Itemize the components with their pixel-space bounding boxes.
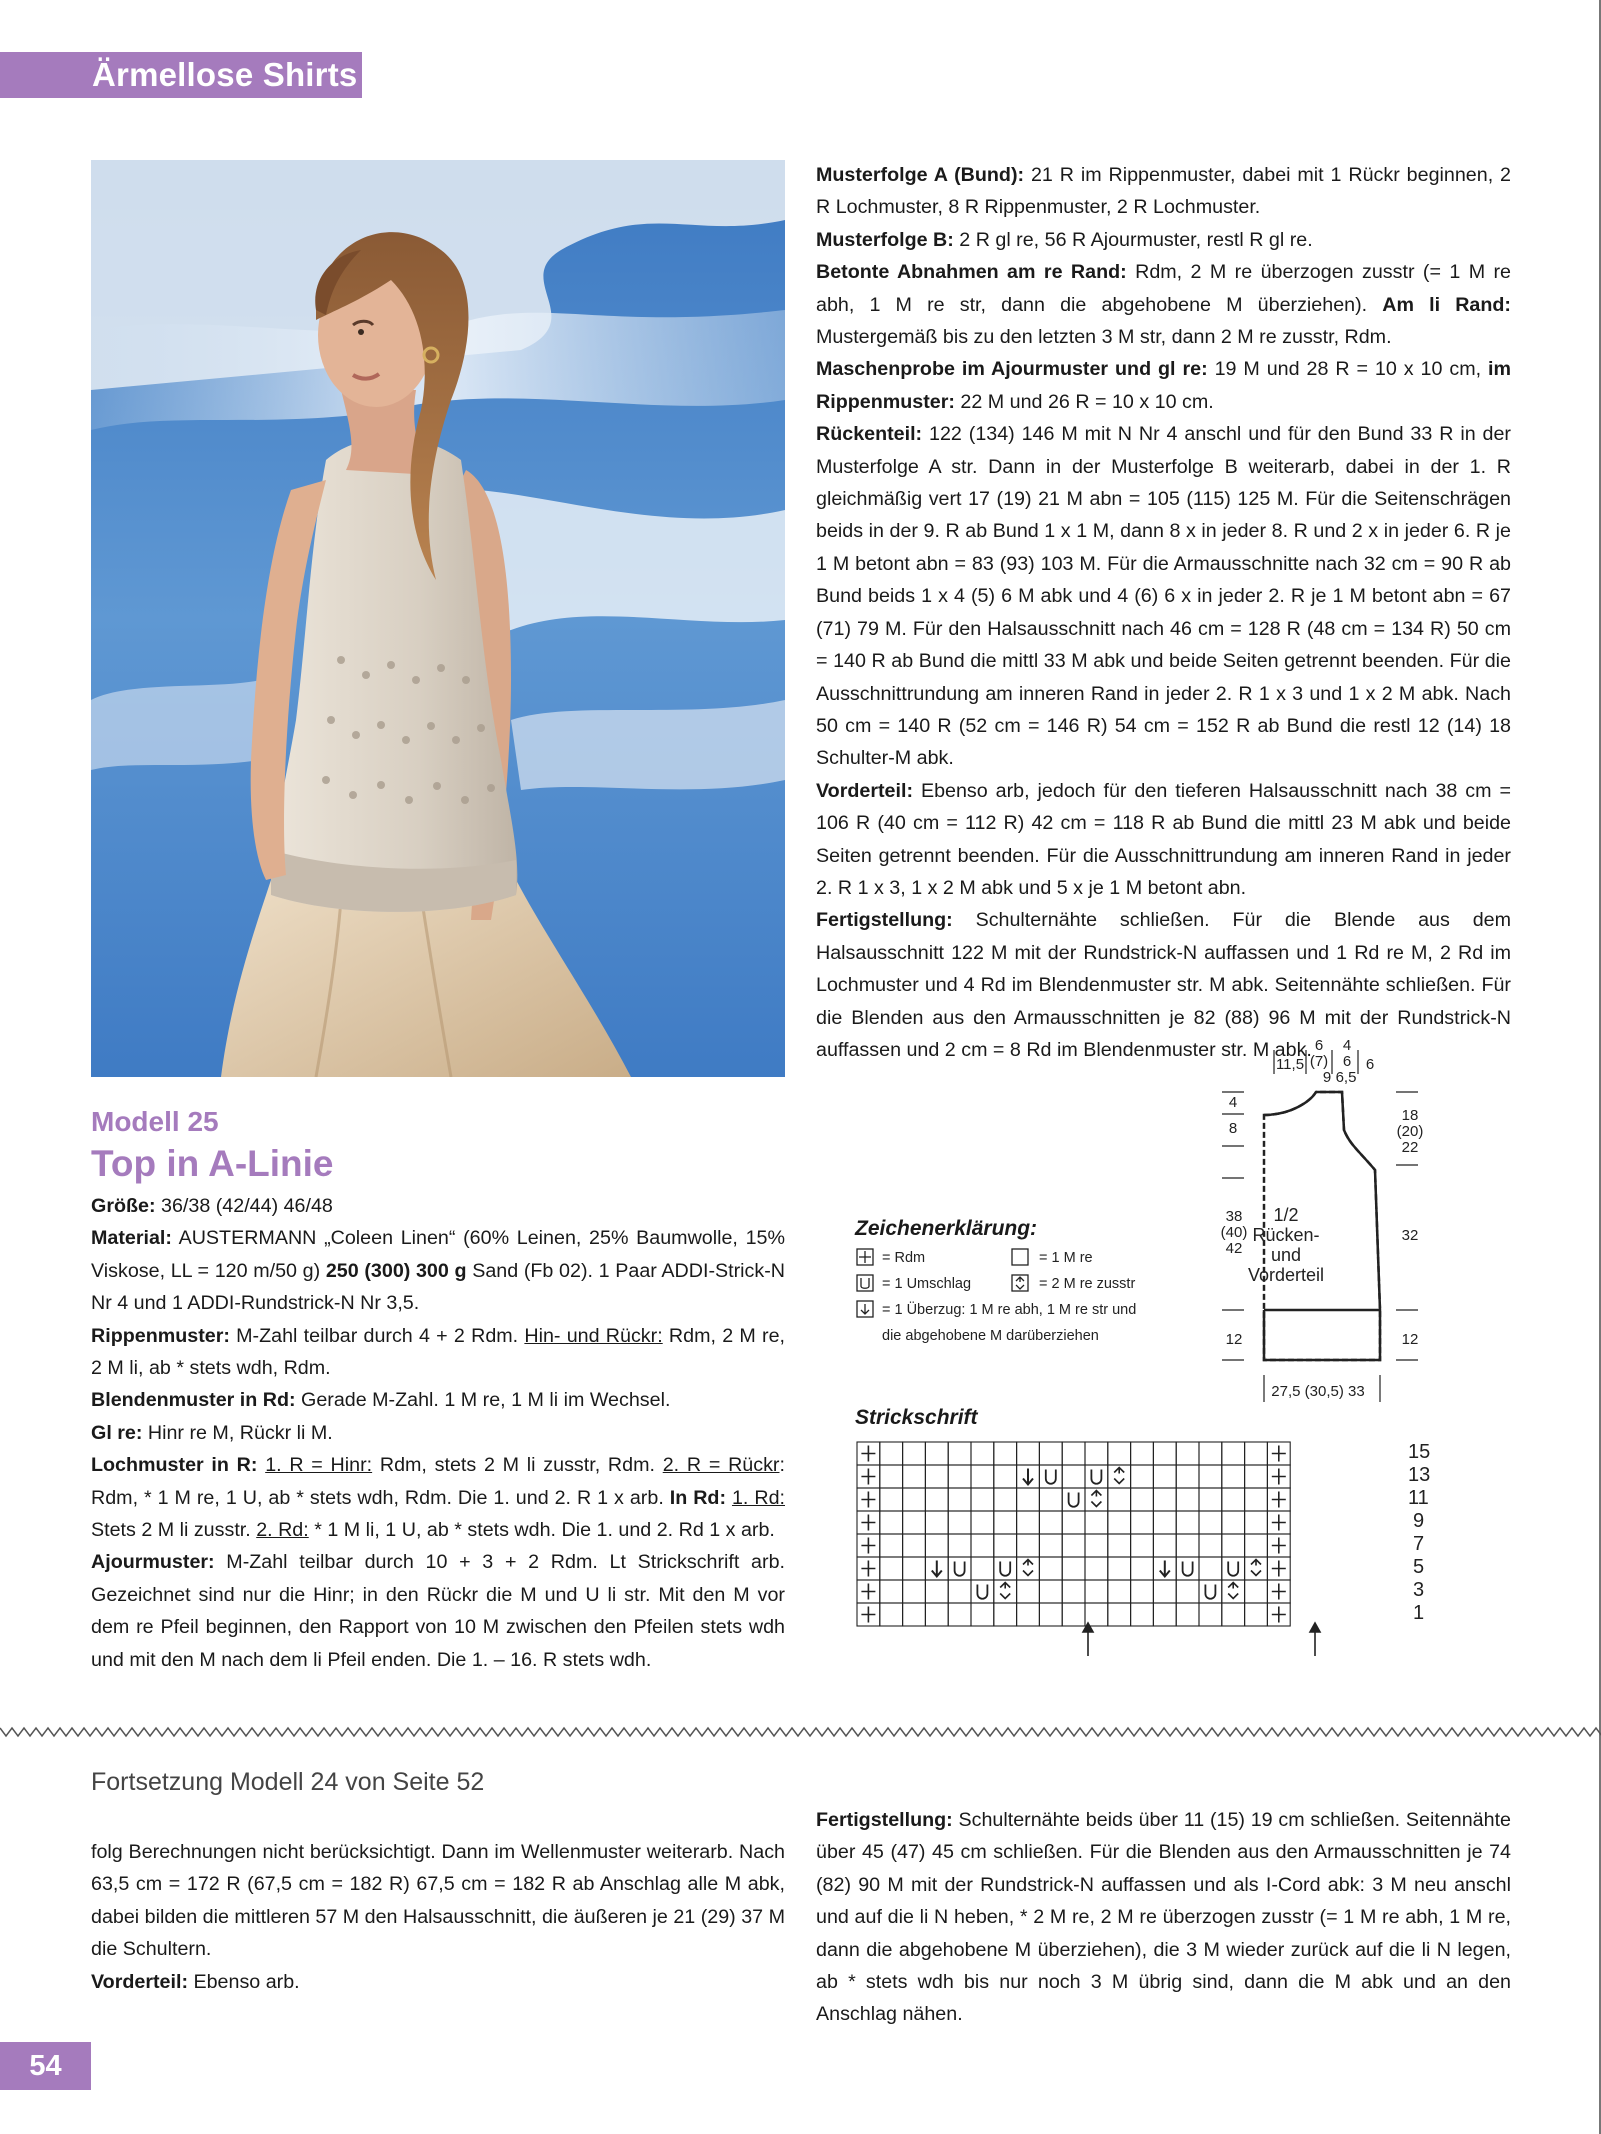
chart-cell — [1199, 1442, 1222, 1465]
chart-cell — [1108, 1488, 1131, 1511]
dim-neck-c1: 4 — [1342, 1037, 1352, 1054]
repeat-arrow-left-head — [1310, 1623, 1320, 1632]
row-5: 5 — [1413, 1556, 1425, 1578]
maschenprobe-text: 19 M und 28 R = 10 x 10 cm, — [1207, 358, 1489, 381]
chart-cell — [1131, 1442, 1154, 1465]
chart-cell — [1062, 1557, 1085, 1580]
model-photo — [91, 160, 785, 1077]
symbol-rdm — [861, 1538, 875, 1554]
dim-neck-depth2: 8 — [1228, 1120, 1238, 1137]
betonte-abnahmen — [816, 256, 1511, 353]
schematic-label3: und — [1270, 1245, 1302, 1265]
ajourmuster-text: M-Zahl teilbar durch 10 + 3 + 2 Rdm. Lt Strickschrift arb. Gezeichnet sind nur die Hinr; in den Rückr die M und U li str. Mit den M vor dem re Pfeil beginnen, den Rapport von 10 M zwischen den Pfeilen stets wdh und mit den M nach dem li Pfeil enden. Die 1. – 16. R stets wdh. — [91, 1551, 785, 1671]
chart-cell — [1062, 1603, 1085, 1626]
model-number: Modell 25 — [91, 1106, 219, 1137]
rueckenteil-label: Rückenteil: — [816, 423, 923, 446]
chart-cell — [1108, 1603, 1131, 1626]
material-label: Material: — [91, 1227, 172, 1250]
symbol-ueberzug — [932, 1561, 942, 1577]
chart-cell — [925, 1442, 948, 1465]
chart-cell — [1176, 1488, 1199, 1511]
row-15: 15 — [1408, 1441, 1431, 1463]
chart-cell — [948, 1442, 971, 1465]
dim-body1: 38 — [1225, 1208, 1243, 1225]
chart-cell — [1108, 1442, 1131, 1465]
knitting-chart — [855, 1440, 1495, 1660]
chart-cell — [1245, 1603, 1268, 1626]
symbol-rdm — [1272, 1561, 1286, 1577]
musterfolge-a — [816, 159, 1511, 224]
chart-cell — [1153, 1603, 1176, 1626]
chart-cell — [903, 1511, 926, 1534]
legend-rdm: = Rdm — [882, 1250, 926, 1266]
schematic-label4: Vorderteil — [1247, 1265, 1325, 1285]
ajourmuster — [91, 1546, 785, 1676]
blendenmuster-label: Blendenmuster in Rd: — [91, 1389, 296, 1412]
continuation-text: folg Berechnungen nicht berücksichtigt. Dann im Wellenmuster weiterarb. Nach 63,5 cm = 172 R (67,5 cm = 182 R) 67,5 cm = 182 R ab Anschlag alle M abk, dabei bilden die mittleren 57 M den Halsausschnitt, die äußeren je 21 (29) 37 M die Schultern. — [91, 1841, 785, 1961]
groesse — [91, 1190, 785, 1222]
chart-cell — [880, 1442, 903, 1465]
symbol-rdm — [1272, 1607, 1286, 1623]
dim-neck-c3: 6,5 — [1335, 1069, 1357, 1086]
chart-cell — [948, 1465, 971, 1488]
chart-cell — [1131, 1511, 1154, 1534]
chart-cell — [971, 1603, 994, 1626]
continuation-fertigstellung-label: Fertigstellung: — [816, 1809, 953, 1831]
chart-cell — [1039, 1534, 1062, 1557]
page-number: 54 — [0, 2042, 91, 2090]
chart-cell — [1199, 1557, 1222, 1580]
chart-cell — [903, 1603, 926, 1626]
chart-cell — [1039, 1488, 1062, 1511]
chart-cell — [1176, 1580, 1199, 1603]
chart-cell — [1017, 1580, 1040, 1603]
row-11: 11 — [1408, 1487, 1429, 1509]
chart-cell — [1176, 1465, 1199, 1488]
chart-cell — [1222, 1442, 1245, 1465]
lochmuster-t1: Rdm, stets 2 M li zusstr, Rdm. — [372, 1454, 663, 1477]
chart-cell — [903, 1465, 926, 1488]
lochmuster-u1: 1. R = Hinr: — [265, 1454, 373, 1477]
chart-cell — [1062, 1580, 1085, 1603]
section-title: Ärmellose Shirts — [0, 52, 362, 98]
chart-cell — [1245, 1580, 1268, 1603]
chart-cell — [880, 1580, 903, 1603]
lochmuster-t2: : Rdm, * 1 M re, 1 U, ab * stets wdh, Rdm. Die 1. und 2. R 1 x arb. — [91, 1454, 785, 1509]
continuation-fertigstellung — [816, 1804, 1511, 2031]
chart-cell — [1017, 1442, 1040, 1465]
chart-cell — [994, 1511, 1017, 1534]
lochmuster-u4: 2. Rd: — [256, 1519, 309, 1542]
chart-cell — [1245, 1442, 1268, 1465]
symbol-rdm — [1272, 1584, 1286, 1600]
chart-cell — [1199, 1534, 1222, 1557]
chart-cell — [1017, 1603, 1040, 1626]
betonte-label2: Am li Rand: — [1382, 293, 1511, 316]
chart-cell — [948, 1511, 971, 1534]
continuation-left — [91, 1836, 785, 1998]
symbol-rdm — [861, 1561, 875, 1577]
symbol-rdm — [1272, 1538, 1286, 1554]
chart-title: Strickschrift — [855, 1406, 978, 1429]
chart-cell — [1153, 1465, 1176, 1488]
symbol-rdm — [1272, 1492, 1286, 1508]
groesse-label: Größe: — [91, 1195, 156, 1217]
chart-cell — [1176, 1603, 1199, 1626]
instructions-column — [816, 159, 1511, 1066]
symbol-umschlag — [1183, 1562, 1193, 1576]
groesse-text: 36/38 (42/44) 46/48 — [155, 1195, 333, 1217]
chart-cell — [994, 1488, 1017, 1511]
chart-cell — [1131, 1603, 1154, 1626]
chart-cell — [903, 1488, 926, 1511]
dim-neck-depth1: 4 — [1228, 1094, 1238, 1111]
symbol-rdm — [861, 1469, 875, 1485]
legend-ueberzug-2: die abgehobene M darüberziehen — [882, 1328, 1099, 1344]
schematic-diagram — [1210, 1030, 1430, 1410]
vorderteil — [816, 775, 1511, 905]
fertigstellung-label: Fertigstellung: — [816, 909, 953, 932]
chart-cell — [971, 1488, 994, 1511]
chart-cell — [1176, 1511, 1199, 1534]
legend-umschlag: = 1 Umschlag — [882, 1276, 972, 1292]
chart-cell — [994, 1603, 1017, 1626]
blendenmuster-text: Gerade M-Zahl. 1 M re, 1 M li im Wechsel. — [295, 1389, 671, 1412]
chart-cell — [1062, 1465, 1085, 1488]
dim-bottom-width: 27,5 (30,5) 33 — [1271, 1383, 1365, 1400]
symbol-umschlag — [977, 1585, 987, 1599]
chart-cell — [1222, 1465, 1245, 1488]
legend-zusstr: = 2 M re zusstr — [1039, 1276, 1136, 1292]
chart-cell — [1176, 1442, 1199, 1465]
material — [91, 1222, 785, 1319]
chart-cell — [925, 1465, 948, 1488]
chart-cell — [1085, 1442, 1108, 1465]
dim-body3: 42 — [1225, 1240, 1243, 1257]
chart-cell — [971, 1442, 994, 1465]
blendenmuster — [91, 1384, 785, 1416]
chart-cell — [925, 1534, 948, 1557]
musterfolge-b-text: 2 R gl re, 56 R Ajourmuster, restl R gl re. — [953, 228, 1313, 251]
symbol-zusstr — [1091, 1491, 1101, 1507]
chart-cell — [1222, 1603, 1245, 1626]
chart-cell — [971, 1557, 994, 1580]
chart-cell — [1039, 1603, 1062, 1626]
chart-cell — [1108, 1534, 1131, 1557]
maschenprobe — [816, 353, 1511, 418]
row-13: 13 — [1408, 1464, 1431, 1486]
lochmuster-u2: 2. R = Rückr — [662, 1454, 780, 1477]
symbol-umschlag — [1228, 1562, 1238, 1576]
chart-cell — [1153, 1442, 1176, 1465]
lochmuster-u3: 1. Rd: — [731, 1486, 785, 1509]
chart-cell — [1085, 1511, 1108, 1534]
maschenprobe-text2: 22 M und 26 R = 10 x 10 cm. — [954, 390, 1214, 413]
chart-cell — [1245, 1534, 1268, 1557]
betonte-label: Betonte Abnahmen am re Rand: — [816, 261, 1127, 284]
lochmuster-label: Lochmuster in R: — [91, 1454, 258, 1477]
fertigstellung-text: Schulternähte schließen. Für die Blende aus dem Halsausschnitt 122 M mit der Rundstrick-N auffassen und 1 Rd re M, 2 Rd im Lochmuster und 4 Rd im Blendenmuster str. M abk. Seitennähte schließen. Für die Blenden aus den Armausschnitten je 82 (88) 96 M mit der Rundstrick-N auffassen und 2 cm = 8 Rd im Blendenmuster str. M abk. — [816, 909, 1511, 1061]
symbol-zusstr — [1251, 1560, 1261, 1576]
symbol-rdm — [861, 1492, 875, 1508]
material-text: AUSTERMANN „Coleen Linen“ (60% Leinen, 25% Baumwolle, 15% Viskose, LL = 120 m/50 g) — [91, 1227, 785, 1282]
chart-cell — [1222, 1488, 1245, 1511]
musterfolge-a-label: Musterfolge A (Bund): — [816, 164, 1025, 186]
row-3: 3 — [1413, 1579, 1425, 1601]
chart-cell — [1222, 1511, 1245, 1534]
chart-cell — [1039, 1442, 1062, 1465]
symbol-rdm — [861, 1446, 875, 1462]
chart-cell — [1131, 1534, 1154, 1557]
symbol-zusstr — [1000, 1583, 1010, 1599]
legend — [855, 1217, 1185, 1362]
chart-cell — [1176, 1534, 1199, 1557]
lochmuster — [91, 1449, 785, 1546]
material-text2: Sand (Fb 02). 1 Paar ADDI-Strick-N Nr 4 und 1 ADDI-Rundstrick-N Nr 3,5. — [91, 1259, 785, 1315]
dim-armhole2: (20) — [1396, 1123, 1424, 1140]
chart-cell — [880, 1511, 903, 1534]
chart-cell — [1199, 1603, 1222, 1626]
legend-re: = 1 M re — [1039, 1250, 1093, 1266]
chart-cell — [903, 1442, 926, 1465]
chart-cell — [880, 1534, 903, 1557]
symbol-umschlag — [1205, 1585, 1215, 1599]
continuation-vorderteil-text: Ebenso arb. — [188, 1970, 300, 1993]
rueckenteil-text: 122 (134) 146 M mit N Nr 4 anschl und für den Bund 33 R in der Musterfolge A str. Dann in der Musterfolge B weiterarb, dabei in der 1. R gleichmäßig vert 17 (19) 21 M abn = 105 (115) 125 M. Für die Seitenschrägen beids in der 9. R ab Bund 1 x 1 M, dann 8 x in jeder 8. R und 2 x in jeder 6. R je 1 M betont abn = 83 (93) 103 M. Für die Armausschnitte nach 32 cm = 90 R ab Bund beids 1 x 4 (5) 6 M abk und 4 (6) 6 x in jeder 2. R je 1 M betont abn = 67 (71) 79 M. Für den Halsausschnitt nach 46 cm = 128 R (48 cm = 134 R) 50 cm = 140 R ab Bund die mittl 33 M abk und beide Seiten getrennt beenden. Für die Ausschnittrundung am inneren Rand in jeder 2. R 1 x 3 und 1 x 2 M abk. Nach 50 cm = 140 R (52 cm = 146 R) 54 cm = 152 R ab Bund die restl 12 (14) 18 Schulter-M abk. — [816, 423, 1511, 770]
betonte-text2: Mustergemäß bis zu den letzten 3 M str, dann 2 M re zusstr, Rdm. — [816, 326, 1392, 349]
chart-cell — [1062, 1511, 1085, 1534]
chart-cell — [1085, 1580, 1108, 1603]
chart-cell — [880, 1603, 903, 1626]
chart-cell — [994, 1465, 1017, 1488]
glre-label: Gl re: — [91, 1421, 143, 1444]
schematic-label2: Rücken- — [1252, 1225, 1320, 1245]
chart-cell — [1199, 1488, 1222, 1511]
symbol-ueberzug — [1023, 1469, 1033, 1485]
betonte-text: Rdm, 2 M re überzogen zusstr (= 1 M re abh, 1 M re str, dann die abgehobene M überziehen). — [816, 261, 1511, 316]
chart-cell — [925, 1580, 948, 1603]
chart-cell — [971, 1511, 994, 1534]
rippenmuster-underlined: Hin- und Rückr: — [524, 1324, 663, 1347]
continuation-vorderteil — [91, 1966, 785, 1998]
chart-cell — [925, 1603, 948, 1626]
model-title: Top in A-Linie — [91, 1143, 334, 1184]
chart-cell — [903, 1580, 926, 1603]
legend-symbols — [855, 1247, 1185, 1357]
chart-cell — [1153, 1511, 1176, 1534]
chart-cell — [880, 1465, 903, 1488]
rueckenteil — [816, 418, 1511, 774]
dim-shoulder-a: 11,5 — [1275, 1056, 1305, 1073]
symbol-zusstr — [1114, 1468, 1124, 1484]
ajourmuster-label: Ajourmuster: — [91, 1551, 215, 1574]
chart-cell — [971, 1534, 994, 1557]
symbol-umschlag — [1069, 1493, 1079, 1507]
chart-cell — [948, 1580, 971, 1603]
continuation-vorderteil-label: Vorderteil: — [91, 1970, 188, 1993]
dim-neck-b3: 9 — [1322, 1069, 1332, 1086]
chart-cell — [1131, 1557, 1154, 1580]
lochmuster-t4: * 1 M li, 1 U, ab * stets wdh. Die 1. und 2. Rd 1 x arb. — [308, 1519, 775, 1542]
chart-cell — [1039, 1557, 1062, 1580]
symbol-rdm — [861, 1584, 875, 1600]
maschenprobe-label: Maschenprobe im Ajourmuster und gl re: — [816, 358, 1208, 381]
chart-cell — [1131, 1465, 1154, 1488]
continuation-fertigstellung-text: Schulternähte beids über 11 (15) 19 cm schließen. Seitennähte über 45 (47) 45 cm schließen. Für die Blenden aus den Armausschnitten je 74 (82) 90 M mit der Rundstrick-N auffassen und als I-Cord abk: 3 M neu anschl und auf die li N heben, * 2 M re, 2 M re überzogen zusstr (= 1 M re abh, 1 M re, dann die abgehobene M überziehen), die 3 M wieder zurück auf die li N legen, ab * stets wdh bis nur noch 3 M übrig sind, dann die M abk und an den Anschlag nähen. — [816, 1809, 1511, 2026]
maschenprobe-label2: im Rippenmuster: — [816, 358, 1511, 413]
chart-cell — [925, 1511, 948, 1534]
vorderteil-label: Vorderteil: — [816, 779, 913, 802]
dim-neck-b2: (7) — [1309, 1053, 1329, 1070]
chart-cell — [880, 1557, 903, 1580]
chart-cell — [1108, 1580, 1131, 1603]
gl-re — [91, 1417, 785, 1449]
chart-row-numbers — [1408, 1441, 1430, 1624]
musterfolge-a-text: 21 R im Rippenmuster, dabei mit 1 Rückr beginnen, 2 R Lochmuster, 8 R Rippenmuster, 2 R Lochmuster. — [816, 164, 1511, 219]
chart-cell — [1017, 1488, 1040, 1511]
symbol-zusstr — [1228, 1583, 1238, 1599]
dim-hem-left: 12 — [1225, 1331, 1243, 1348]
symbol-zusstr — [1023, 1560, 1033, 1576]
dim-side: 32 — [1401, 1227, 1419, 1244]
chart-cell — [1131, 1580, 1154, 1603]
chart-cell — [948, 1488, 971, 1511]
chart-cell — [948, 1603, 971, 1626]
dim-neck-c2: 6 — [1342, 1053, 1352, 1070]
symbol-rdm — [1272, 1446, 1286, 1462]
musterfolge-b-label: Musterfolge B: — [816, 228, 954, 251]
wave-divider — [0, 1722, 1601, 1742]
lochmuster-t3: Stets 2 M li zusstr. — [91, 1519, 257, 1542]
glre-text: Hinr re M, Rückr li M. — [142, 1421, 333, 1444]
symbol-rdm — [861, 1607, 875, 1623]
chart-cell — [925, 1488, 948, 1511]
chart-cell — [903, 1557, 926, 1580]
symbol-rdm — [1272, 1515, 1286, 1531]
chart-cell — [1131, 1488, 1154, 1511]
chart-cell — [1222, 1534, 1245, 1557]
chart-cell — [903, 1534, 926, 1557]
chart-cell — [1199, 1465, 1222, 1488]
chart-cell — [971, 1465, 994, 1488]
legend-title: Zeichenerklärung: — [855, 1217, 1038, 1240]
chart-cell — [1199, 1511, 1222, 1534]
dim-body2: (40) — [1220, 1224, 1248, 1241]
rippenmuster — [91, 1320, 785, 1385]
symbol-umschlag — [955, 1562, 965, 1576]
chart-cell — [1153, 1534, 1176, 1557]
rippenmuster-label: Rippenmuster: — [91, 1324, 230, 1347]
symbol-umschlag — [1000, 1562, 1010, 1576]
rippenmuster-text2: Rdm, 2 M re, 2 M li, ab * stets wdh, Rdm. — [91, 1324, 785, 1380]
continuation-heading: Fortsetzung Modell 24 von Seite 52 — [91, 1768, 485, 1796]
chart-cell — [1017, 1511, 1040, 1534]
symbol-umschlag — [1046, 1470, 1056, 1484]
row-1: 1 — [1413, 1602, 1425, 1624]
chart-cell — [1108, 1511, 1131, 1534]
chart-cell — [1062, 1534, 1085, 1557]
row-9: 9 — [1413, 1510, 1425, 1532]
chart-cell — [1108, 1557, 1131, 1580]
dim-shoulder-d: 6 — [1365, 1056, 1375, 1073]
dim-armhole3: 22 — [1401, 1139, 1419, 1156]
chart-cell — [1017, 1534, 1040, 1557]
chart-cell — [1153, 1488, 1176, 1511]
model-photo-illustration — [91, 160, 785, 1077]
continuation-right — [816, 1804, 1511, 2031]
row-7: 7 — [1413, 1533, 1425, 1555]
chart-cell — [994, 1534, 1017, 1557]
chart-cell — [1245, 1465, 1268, 1488]
chart-cell — [1062, 1442, 1085, 1465]
symbol-ueberzug — [1160, 1561, 1170, 1577]
chart-cell — [1245, 1511, 1268, 1534]
chart-cell — [1039, 1580, 1062, 1603]
dim-armhole1: 18 — [1401, 1107, 1419, 1124]
chart-cell — [1153, 1580, 1176, 1603]
chart-grid — [857, 1442, 1290, 1626]
chart-cell — [1039, 1511, 1062, 1534]
symbol-rdm — [1272, 1469, 1286, 1485]
chart-cell — [994, 1442, 1017, 1465]
chart-cell — [1085, 1557, 1108, 1580]
lochmuster-label2: In Rd: — [669, 1486, 727, 1509]
chart-cell — [1245, 1488, 1268, 1511]
chart-cell — [1085, 1534, 1108, 1557]
legend-ueberzug: = 1 Überzug: 1 M re abh, 1 M re str und — [882, 1302, 1137, 1318]
vorderteil-text: Ebenso arb, jedoch für den tieferen Halsausschnitt nach 38 cm = 106 R (40 cm = 112 R) 42 cm = 118 R ab Bund die mittl 23 M abk und beide Seiten getrennt beenden. Für die Ausschnittrundung am inneren Rand in jeder 2. R 1 x 3, 1 x 2 M abk und 5 x je 1 M betont abn. — [816, 779, 1511, 899]
material-amount: 250 (300) 300 g — [325, 1259, 467, 1282]
musterfolge-b — [816, 224, 1511, 256]
symbol-umschlag — [1091, 1470, 1101, 1484]
chart-cell — [880, 1488, 903, 1511]
model-details — [91, 1190, 785, 1676]
symbol-rdm — [861, 1515, 875, 1531]
rippenmuster-text: M-Zahl teilbar durch 4 + 2 Rdm. — [229, 1324, 525, 1347]
schematic-label1: 1/2 — [1273, 1205, 1299, 1225]
dim-neck-b1: 6 — [1314, 1037, 1324, 1054]
dim-hem-right: 12 — [1401, 1331, 1419, 1348]
chart-cell — [948, 1534, 971, 1557]
